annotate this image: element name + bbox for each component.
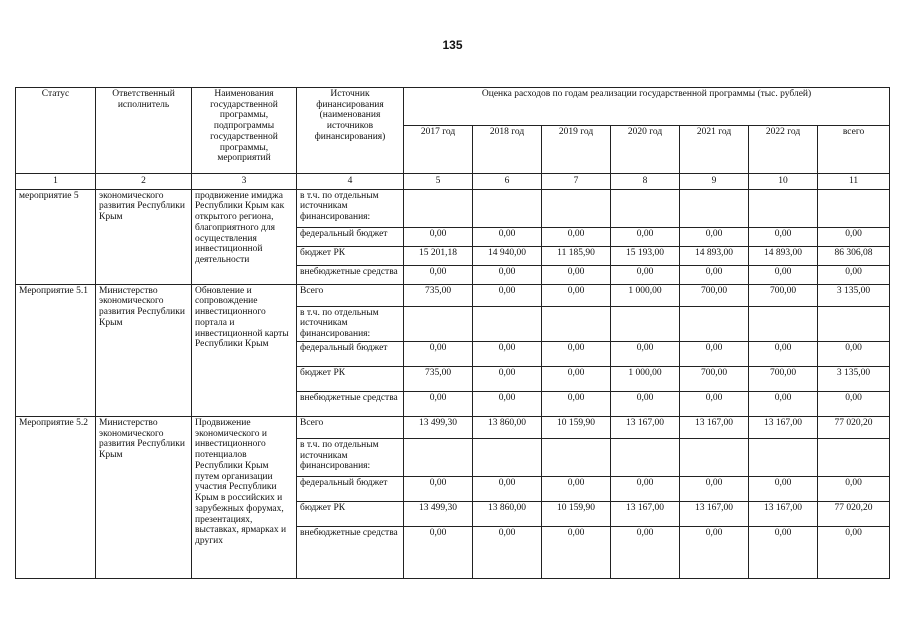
value-cell: [749, 189, 818, 227]
col-number: 1: [16, 174, 96, 190]
col-number: 4: [297, 174, 404, 190]
row-source: бюджет РК: [297, 366, 404, 391]
total-cell: 0,00: [818, 227, 890, 246]
total-cell: 3 135,00: [818, 366, 890, 391]
value-cell: 700,00: [749, 284, 818, 306]
value-cell: 0,00: [542, 476, 611, 501]
value-cell: 0,00: [680, 391, 749, 416]
budget-table: [15, 87, 890, 579]
value-cell: 0,00: [542, 366, 611, 391]
value-cell: 11 185,90: [542, 246, 611, 265]
header-status: Статус: [16, 88, 96, 174]
value-cell: 735,00: [404, 284, 473, 306]
year-header: 2018 год: [473, 126, 542, 174]
value-cell: 700,00: [680, 366, 749, 391]
value-cell: 1 000,00: [611, 284, 680, 306]
value-cell: 0,00: [611, 391, 680, 416]
value-cell: 0,00: [611, 526, 680, 578]
row-status: мероприятие 5: [16, 189, 96, 284]
value-cell: 0,00: [542, 391, 611, 416]
value-cell: [473, 438, 542, 476]
value-cell: [473, 306, 542, 341]
value-cell: 0,00: [611, 265, 680, 284]
value-cell: 0,00: [680, 526, 749, 578]
value-cell: 15 201,18: [404, 246, 473, 265]
value-cell: 0,00: [749, 526, 818, 578]
value-cell: 0,00: [749, 341, 818, 366]
value-cell: 13 860,00: [473, 416, 542, 438]
value-cell: 13 167,00: [749, 501, 818, 526]
value-cell: [404, 306, 473, 341]
value-cell: 13 167,00: [611, 416, 680, 438]
value-cell: 0,00: [473, 227, 542, 246]
header-executor: Ответственный исполнитель: [96, 88, 192, 174]
table-row: [16, 416, 890, 438]
header-source: Источник финансирования (наименования источников финансирования): [297, 88, 404, 174]
total-cell: [818, 189, 890, 227]
value-cell: 0,00: [749, 265, 818, 284]
value-cell: 0,00: [611, 341, 680, 366]
total-cell: 0,00: [818, 391, 890, 416]
value-cell: 0,00: [473, 366, 542, 391]
value-cell: 10 159,90: [542, 501, 611, 526]
value-cell: 0,00: [404, 265, 473, 284]
value-cell: 0,00: [542, 284, 611, 306]
total-cell: 0,00: [818, 341, 890, 366]
year-header: 2021 год: [680, 126, 749, 174]
year-header: 2019 год: [542, 126, 611, 174]
value-cell: [680, 306, 749, 341]
col-number: 3: [192, 174, 297, 190]
total-cell: 0,00: [818, 476, 890, 501]
col-number: 5: [404, 174, 473, 190]
total-cell: 0,00: [818, 265, 890, 284]
row-source: федеральный бюджет: [297, 476, 404, 501]
col-number: 8: [611, 174, 680, 190]
value-cell: 0,00: [680, 341, 749, 366]
value-cell: 0,00: [749, 391, 818, 416]
row-source: внебюджетные средства: [297, 265, 404, 284]
value-cell: 0,00: [749, 476, 818, 501]
value-cell: 13 499,30: [404, 501, 473, 526]
row-status: Мероприятие 5.1: [16, 284, 96, 416]
row-name: продвижение имиджа Республики Крым как открытого региона, благоприятного для осуществления инвестиционной деятельности: [192, 189, 297, 284]
row-source: внебюджетные средства: [297, 526, 404, 578]
value-cell: [542, 438, 611, 476]
total-cell: 77 020,20: [818, 416, 890, 438]
col-number: 11: [818, 174, 890, 190]
row-source: в т.ч. по отдельным источникам финансирования:: [297, 189, 404, 227]
total-cell: 77 020,20: [818, 501, 890, 526]
value-cell: 0,00: [473, 526, 542, 578]
value-cell: [680, 189, 749, 227]
row-source: бюджет РК: [297, 246, 404, 265]
value-cell: 13 167,00: [611, 501, 680, 526]
row-source: внебюджетные средства: [297, 391, 404, 416]
value-cell: 13 167,00: [680, 501, 749, 526]
value-cell: 14 940,00: [473, 246, 542, 265]
value-cell: 0,00: [404, 391, 473, 416]
value-cell: 0,00: [404, 476, 473, 501]
total-cell: [818, 306, 890, 341]
value-cell: [542, 306, 611, 341]
value-cell: [680, 438, 749, 476]
row-status: Мероприятие 5.2: [16, 416, 96, 578]
value-cell: [749, 438, 818, 476]
value-cell: 0,00: [473, 391, 542, 416]
page-number: 135: [442, 38, 463, 52]
value-cell: 0,00: [473, 476, 542, 501]
value-cell: [404, 438, 473, 476]
row-source: в т.ч. по отдельным источникам финансирования:: [297, 306, 404, 341]
table-row: [16, 189, 890, 227]
row-executor: Министерство экономического развития Республики Крым: [96, 416, 192, 578]
value-cell: 0,00: [680, 265, 749, 284]
total-cell: 0,00: [818, 526, 890, 578]
value-cell: 0,00: [404, 341, 473, 366]
row-executor: Министерство экономического развития Республики Крым: [96, 284, 192, 416]
value-cell: 0,00: [542, 526, 611, 578]
value-cell: 0,00: [404, 526, 473, 578]
value-cell: 700,00: [680, 284, 749, 306]
col-number: 6: [473, 174, 542, 190]
row-source: бюджет РК: [297, 501, 404, 526]
value-cell: 13 167,00: [749, 416, 818, 438]
col-number: 2: [96, 174, 192, 190]
value-cell: 13 860,00: [473, 501, 542, 526]
value-cell: 15 193,00: [611, 246, 680, 265]
row-name: Обновление и сопровождение инвестиционного портала и инвестиционной карты Республики Крым: [192, 284, 297, 416]
value-cell: [404, 189, 473, 227]
value-cell: 0,00: [473, 341, 542, 366]
table-row: [16, 284, 890, 306]
value-cell: [611, 306, 680, 341]
row-name: Продвижение экономического и инвестиционного потенциалов Республики Крым путем организации участия Республики Крым в российских и зарубежных форумах, презентациях, выставках, ярмарках и других: [192, 416, 297, 578]
col-number: 10: [749, 174, 818, 190]
total-cell: [818, 438, 890, 476]
value-cell: 0,00: [542, 265, 611, 284]
value-cell: 14 893,00: [749, 246, 818, 265]
year-header: 2022 год: [749, 126, 818, 174]
value-cell: 10 159,90: [542, 416, 611, 438]
total-header: всего: [818, 126, 890, 174]
value-cell: 0,00: [749, 227, 818, 246]
header-names: Наименования государственной программы, подпрограммы государственной программы, мероприятий: [192, 88, 297, 174]
row-source: федеральный бюджет: [297, 227, 404, 246]
value-cell: 700,00: [749, 366, 818, 391]
value-cell: 0,00: [611, 476, 680, 501]
year-header: 2017 год: [404, 126, 473, 174]
value-cell: [749, 306, 818, 341]
value-cell: 0,00: [404, 227, 473, 246]
row-source: Всего: [297, 416, 404, 438]
row-source: в т.ч. по отдельным источникам финансирования:: [297, 438, 404, 476]
total-cell: 86 306,08: [818, 246, 890, 265]
col-number: 9: [680, 174, 749, 190]
col-number: 7: [542, 174, 611, 190]
year-header: 2020 год: [611, 126, 680, 174]
value-cell: 1 000,00: [611, 366, 680, 391]
value-cell: 13 499,30: [404, 416, 473, 438]
row-source: федеральный бюджет: [297, 341, 404, 366]
value-cell: [473, 189, 542, 227]
row-source: Всего: [297, 284, 404, 306]
value-cell: [611, 189, 680, 227]
value-cell: 0,00: [680, 227, 749, 246]
row-executor: экономического развития Республики Крым: [96, 189, 192, 284]
value-cell: [611, 438, 680, 476]
value-cell: 0,00: [542, 341, 611, 366]
value-cell: 0,00: [680, 476, 749, 501]
table-body: [16, 189, 890, 578]
value-cell: 0,00: [542, 227, 611, 246]
value-cell: 14 893,00: [680, 246, 749, 265]
value-cell: 0,00: [611, 227, 680, 246]
column-numbers-row: [16, 174, 890, 190]
value-cell: [542, 189, 611, 227]
value-cell: 735,00: [404, 366, 473, 391]
header-row: [16, 88, 890, 126]
header-estimate: Оценка расходов по годам реализации государственной программы (тыс. рублей): [404, 88, 890, 126]
value-cell: 0,00: [473, 284, 542, 306]
value-cell: 13 167,00: [680, 416, 749, 438]
value-cell: 0,00: [473, 265, 542, 284]
total-cell: 3 135,00: [818, 284, 890, 306]
